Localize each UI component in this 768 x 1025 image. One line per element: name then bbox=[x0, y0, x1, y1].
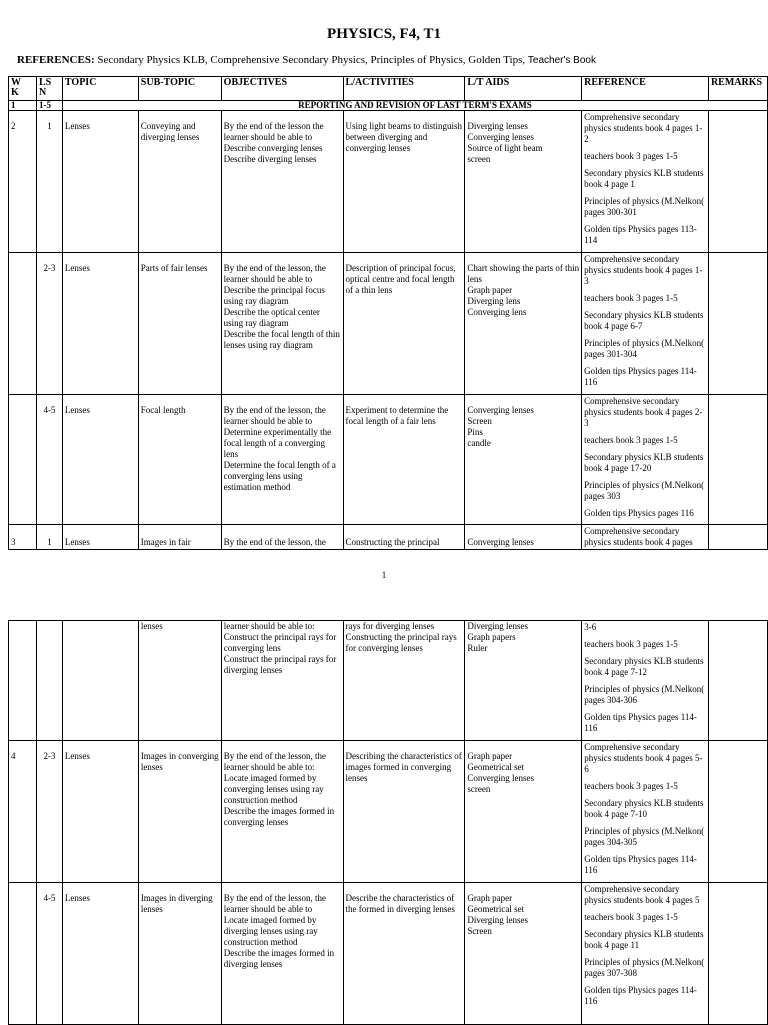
remarks-cell bbox=[709, 883, 768, 1025]
reference-cell bbox=[582, 525, 709, 550]
scheme-table-page-2 bbox=[8, 620, 768, 1025]
references-tail: Teacher's Book bbox=[527, 55, 596, 66]
reference-entry: Comprehensive secondary physics students book 4 pages 5 bbox=[584, 884, 700, 905]
remarks-cell bbox=[708, 525, 767, 550]
reference-entry: Golden tips Physics pages 114-116 bbox=[584, 985, 697, 1006]
lesson-cell: 4-5 bbox=[36, 395, 62, 525]
week-cell: 2 bbox=[9, 111, 37, 253]
subtopic-cell: Images in converging lenses bbox=[138, 741, 221, 883]
reference-entry: Golden tips Physics pages 114-116 bbox=[584, 366, 697, 387]
reference-cell bbox=[582, 395, 709, 525]
subtopic-cell: Images in fair bbox=[138, 525, 221, 550]
topic-cell: Lenses bbox=[62, 111, 138, 253]
week-cell bbox=[9, 621, 37, 741]
subtopic-cell: Images in diverging lenses bbox=[138, 883, 221, 1025]
week-cell bbox=[9, 883, 37, 1025]
reference-entry: Secondary physics KLB students book 4 page 7-12 bbox=[584, 656, 704, 677]
banner-row bbox=[9, 101, 768, 111]
reference-entry: Golden tips Physics pages 113-114 bbox=[584, 224, 697, 245]
aids-cell: Chart showing the parts of thin lens Graph paper Diverging lens Converging lens bbox=[465, 253, 582, 395]
activities-cell: Constructing the principal bbox=[343, 525, 465, 550]
banner-wk: 1 bbox=[9, 101, 37, 111]
lesson-cell: 1 bbox=[36, 525, 62, 550]
week-cell: 3 bbox=[9, 525, 37, 550]
week-cell: 4 bbox=[9, 741, 37, 883]
lesson-cell: 4-5 bbox=[36, 883, 62, 1025]
references-line bbox=[17, 54, 596, 66]
reference-entry: Principles of physics (M.Nelkon( pages 307-308 bbox=[584, 957, 705, 978]
aids-cell: Diverging lenses Graph papers Ruler bbox=[465, 621, 582, 741]
reference-cell bbox=[582, 883, 709, 1025]
objectives-cell: By the end of the lesson, the bbox=[221, 525, 343, 550]
topic-cell: Lenses bbox=[62, 741, 138, 883]
topic-cell bbox=[62, 621, 138, 741]
activities-cell: Describing the characteristics of images formed in converging lenses bbox=[343, 741, 465, 883]
aids-cell: Graph paper Geometrical set Diverging lenses Screen bbox=[465, 883, 582, 1025]
reference-entry: Golden tips Physics pages 114-116 bbox=[584, 854, 697, 875]
objectives-cell: By the end of the lesson, the learner should be able to: Locate imaged formed by converging lenses using ray construction method Describe the images formed in converging lenses bbox=[221, 741, 343, 883]
topic-cell: Lenses bbox=[62, 883, 138, 1025]
reference-entry: Secondary physics KLB students book 4 page 17-20 bbox=[584, 452, 704, 473]
reference-entry: Comprehensive secondary physics students book 4 pages 1-3 bbox=[584, 254, 703, 286]
header-row bbox=[9, 77, 768, 101]
topic-cell: Lenses bbox=[62, 253, 138, 395]
reference-entry: teachers book 3 pages 1-5 bbox=[584, 151, 678, 161]
table-row bbox=[9, 253, 768, 395]
subtopic-cell: Parts of fair lenses bbox=[138, 253, 221, 395]
objectives-cell: By the end of the lesson, the learner should be able to Describe the principal focus using ray diagram Describe the optical center using ray diagram Describe the focal length of thin lenses using ray diagram bbox=[221, 253, 343, 395]
objectives-cell: By the end of the lesson the learner should be able to Describe converging lenses Describe diverging lenses bbox=[221, 111, 343, 253]
header-subtopic: SUB-TOPIC bbox=[138, 77, 221, 101]
remarks-cell bbox=[708, 253, 767, 395]
aids-cell: Converging lenses bbox=[465, 525, 582, 550]
aids-cell: Graph paper Geometrical set Converging lenses screen bbox=[465, 741, 582, 883]
reference-entry: Principles of physics (M.Nelkon( pages 304-305 bbox=[584, 826, 705, 847]
table-row bbox=[9, 111, 768, 253]
aids-cell: Diverging lenses Converging lenses Source of light beam screen bbox=[465, 111, 582, 253]
reference-entry: teachers book 3 pages 1-5 bbox=[584, 781, 678, 791]
activities-cell: rays for diverging lenses Constructing the principal rays for converging lenses bbox=[343, 621, 465, 741]
lesson-cell: 2-3 bbox=[36, 253, 62, 395]
subtopic-cell: Focal length bbox=[138, 395, 221, 525]
reference-entry: Principles of physics (M.Nelkon( pages 301-304 bbox=[584, 338, 705, 359]
header-wk: W K bbox=[9, 77, 37, 101]
objectives-cell: By the end of the lesson, the learner should be able to Locate imaged formed by diverging lenses using ray construction method Describe the images formed in diverging lenses bbox=[221, 883, 343, 1025]
reference-entry: Comprehensive secondary physics students book 4 pages 5-6 bbox=[584, 742, 703, 774]
week-cell bbox=[9, 253, 37, 395]
activities-cell: Experiment to determine the focal length of a fair lens bbox=[343, 395, 465, 525]
header-topic: TOPIC bbox=[62, 77, 138, 101]
lesson-cell: 1 bbox=[36, 111, 62, 253]
objectives-cell: learner should be able to: Construct the principal rays for converging lens Construct the principal rays for diverging lenses bbox=[221, 621, 343, 741]
reference-entry: teachers book 3 pages 1-5 bbox=[584, 639, 678, 649]
header-objectives: OBJECTIVES bbox=[221, 77, 343, 101]
activities-cell: Describe the characteristics of the formed in diverging lenses bbox=[343, 883, 465, 1025]
lesson-cell: 2-3 bbox=[36, 741, 62, 883]
header-lsn: LS N bbox=[36, 77, 62, 101]
reference-entry: Comprehensive secondary physics students book 4 pages 2-3 bbox=[584, 396, 703, 428]
banner-lsn: 1-5 bbox=[36, 101, 62, 111]
reference-entry: Comprehensive secondary physics students book 4 pages 1-2 bbox=[584, 112, 703, 144]
scheme-table-page-1 bbox=[8, 76, 768, 550]
objectives-cell: By the end of the lesson, the learner should be able to Determine experimentally the focal length of a converging lens Determine the focal length of a converging lens using estimation method bbox=[221, 395, 343, 525]
references-label: REFERENCES: bbox=[17, 54, 95, 66]
page-number: 1 bbox=[381, 570, 387, 580]
aids-cell: Converging lenses Screen Pins candle bbox=[465, 395, 582, 525]
table-row bbox=[9, 883, 768, 1025]
remarks-cell bbox=[709, 621, 768, 741]
header-aids: L/T AIDS bbox=[465, 77, 582, 101]
lesson-cell bbox=[36, 621, 62, 741]
reference-entry: teachers book 3 pages 1-5 bbox=[584, 912, 678, 922]
header-reference: REFERENCE bbox=[582, 77, 709, 101]
references-text: Secondary Physics KLB, Comprehensive Secondary Physics, Principles of Physics, Golden Tips, bbox=[97, 54, 526, 66]
remarks-cell bbox=[708, 111, 767, 253]
topic-cell: Lenses bbox=[62, 395, 138, 525]
remarks-cell bbox=[709, 741, 768, 883]
reference-entry: Secondary physics KLB students book 4 page 1 bbox=[584, 168, 704, 189]
table-row bbox=[9, 525, 768, 550]
activities-cell: Description of principal focus, optical centre and focal length of a thin lens bbox=[343, 253, 465, 395]
reference-entry: Secondary physics KLB students book 4 page 7-10 bbox=[584, 798, 704, 819]
header-remarks: REMARKS bbox=[708, 77, 767, 101]
activities-cell: Using light beams to distinguish between diverging and converging lenses bbox=[343, 111, 465, 253]
reference-cell bbox=[582, 111, 709, 253]
reference-entry: Principles of physics (M.Nelkon( pages 304-306 bbox=[584, 684, 705, 705]
reference-cell bbox=[582, 253, 709, 395]
reference-entry: Golden tips Physics pages 116 bbox=[584, 508, 694, 518]
banner-text: REPORTING AND REVISION OF LAST TERM'S EXAMS bbox=[62, 101, 767, 111]
reference-entry: Principles of physics (M.Nelkon( pages 300-301 bbox=[584, 196, 705, 217]
reference-entry: teachers book 3 pages 1-5 bbox=[584, 435, 678, 445]
remarks-cell bbox=[708, 395, 767, 525]
reference-entry: teachers book 3 pages 1-5 bbox=[584, 293, 678, 303]
subtopic-cell: lenses bbox=[138, 621, 221, 741]
header-activities: L/ACTIVITIES bbox=[343, 77, 465, 101]
topic-cell: Lenses bbox=[62, 525, 138, 550]
reference-entry: Secondary physics KLB students book 4 page 11 bbox=[584, 929, 704, 950]
reference-entry: 3-6 bbox=[584, 622, 597, 632]
reference-cell bbox=[582, 621, 709, 741]
week-cell bbox=[9, 395, 37, 525]
table-row bbox=[9, 741, 768, 883]
reference-entry: Secondary physics KLB students book 4 page 6-7 bbox=[584, 310, 704, 331]
table-row bbox=[9, 395, 768, 525]
reference-entry: Golden tips Physics pages 114-116 bbox=[584, 712, 697, 733]
table-row bbox=[9, 621, 768, 741]
reference-cell bbox=[582, 741, 709, 883]
document-title: PHYSICS, F4, T1 bbox=[327, 26, 441, 42]
reference-entry: Principles of physics (M.Nelkon( pages 303 bbox=[584, 480, 705, 501]
reference-entry: Comprehensive secondary physics students book 4 pages bbox=[584, 526, 693, 547]
subtopic-cell: Conveying and diverging lenses bbox=[138, 111, 221, 253]
